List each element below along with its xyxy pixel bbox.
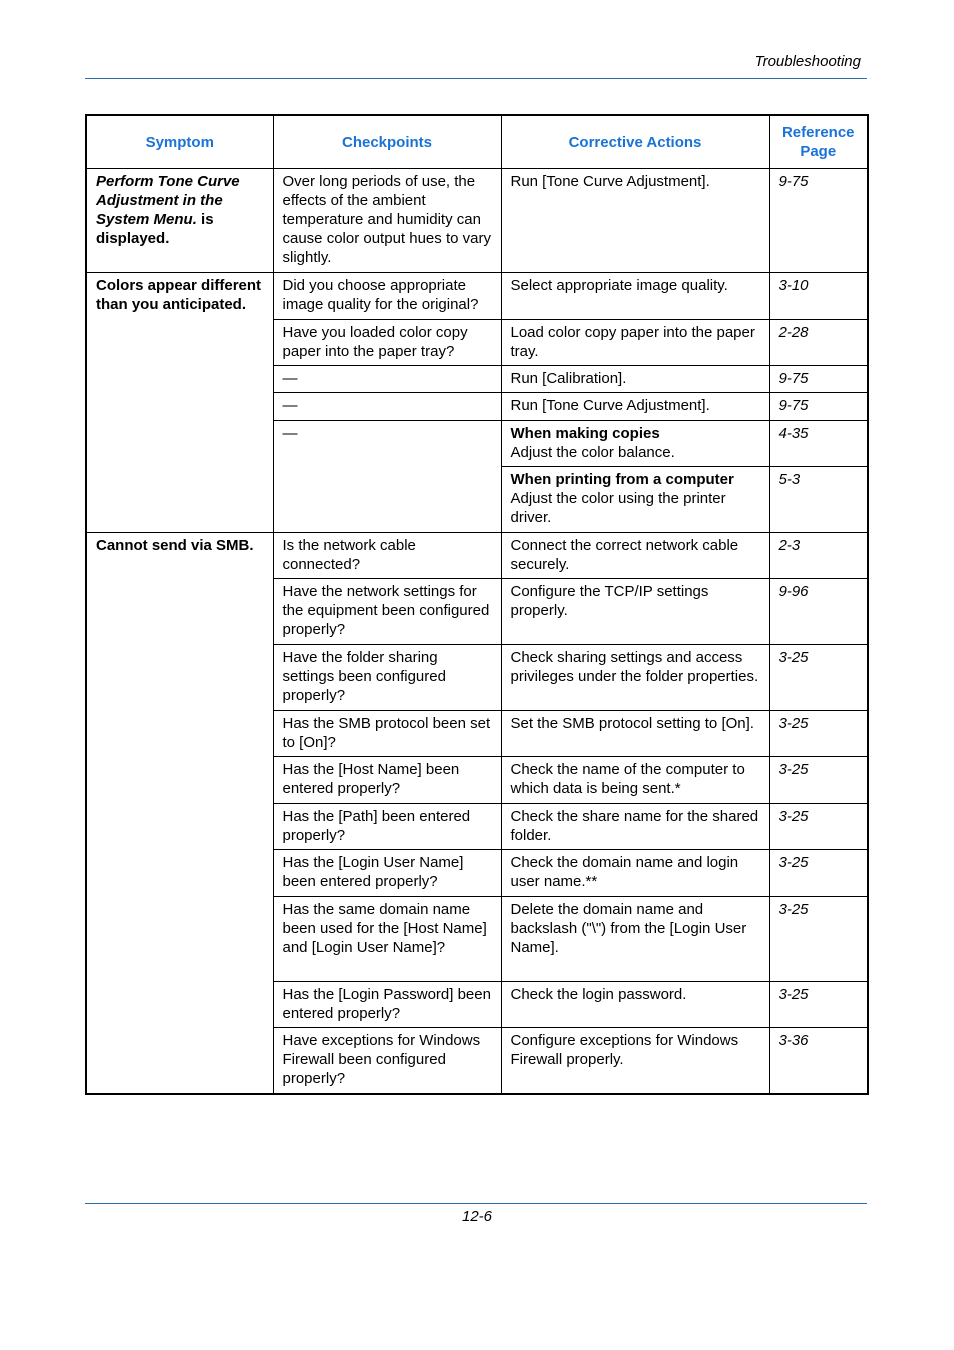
reference-cell: 3-25 — [769, 804, 868, 850]
checkpoint-cell: Have you loaded color copy paper into the paper tray? — [273, 320, 501, 366]
action-cell: Run [Tone Curve Adjustment]. — [501, 169, 769, 273]
header-checkpoints: Checkpoints — [273, 115, 501, 169]
checkpoint-cell: Has the SMB protocol been set to [On]? — [273, 711, 501, 757]
checkpoint-cell: Have the folder sharing settings been configured properly? — [273, 645, 501, 711]
checkpoint-cell: Over long periods of use, the effects of the ambient temperature and humidity can cause color output hues to vary slightly. — [273, 169, 501, 273]
checkpoint-cell: Have the network settings for the equipment been configured properly? — [273, 579, 501, 645]
checkpoint-cell: Has the [Host Name] been entered properly? — [273, 757, 501, 804]
table-row — [86, 273, 868, 320]
reference-cell: 2-28 — [769, 320, 868, 366]
reference-cell: 9-75 — [769, 169, 868, 273]
footer-rule — [85, 1203, 867, 1204]
header-symptom: Symptom — [86, 115, 273, 169]
action-cell: Run [Calibration]. — [501, 366, 769, 393]
reference-cell: 3-25 — [769, 645, 868, 711]
reference-cell: 3-25 — [769, 982, 868, 1028]
checkpoint-cell: Have exceptions for Windows Firewall been configured properly? — [273, 1028, 501, 1094]
reference-cell: 3-36 — [769, 1028, 868, 1094]
action-cell: Check the share name for the shared folder. — [501, 804, 769, 850]
table-header-row — [86, 115, 868, 169]
action-cell: Check the domain name and login user name.** — [501, 850, 769, 897]
reference-cell: 5-3 — [769, 467, 868, 533]
action-cell: Connect the correct network cable securely. — [501, 533, 769, 579]
action-cell: Select appropriate image quality. — [501, 273, 769, 320]
symptom-text: is displayed. — [96, 211, 214, 247]
action-cell: Delete the domain name and backslash ("\") from the [Login User Name]. — [501, 897, 769, 982]
reference-cell: 3-10 — [769, 273, 868, 320]
symptom-emphasis: Perform Tone Curve Adjustment in the System Menu. — [96, 173, 240, 228]
action-lead: When printing from a computer — [510, 471, 734, 488]
header-corrective-actions: Corrective Actions — [501, 115, 769, 169]
reference-cell: 3-25 — [769, 897, 868, 982]
action-cell — [501, 421, 769, 467]
checkpoint-cell: Has the [Path] been entered properly? — [273, 804, 501, 850]
symptom-cell: Colors appear different than you anticipated. — [86, 273, 273, 533]
table-row — [86, 533, 868, 579]
reference-cell: 9-75 — [769, 393, 868, 421]
action-cell: Check the login password. — [501, 982, 769, 1028]
action-text: Adjust the color balance. — [510, 444, 675, 461]
reference-cell: 9-96 — [769, 579, 868, 645]
header-reference-page: Reference Page — [769, 115, 868, 169]
action-cell: Configure the TCP/IP settings properly. — [501, 579, 769, 645]
action-cell — [501, 467, 769, 533]
header-rule — [85, 78, 867, 79]
symptom-cell — [86, 169, 273, 273]
reference-cell: 9-75 — [769, 366, 868, 393]
checkpoint-cell: — — [273, 421, 501, 533]
action-cell: Configure exceptions for Windows Firewall properly. — [501, 1028, 769, 1094]
checkpoint-cell: Did you choose appropriate image quality for the original? — [273, 273, 501, 320]
action-cell: Set the SMB protocol setting to [On]. — [501, 711, 769, 757]
action-lead: When making copies — [510, 425, 660, 442]
checkpoint-cell: — — [273, 393, 501, 421]
checkpoint-cell: Has the [Login Password] been entered properly? — [273, 982, 501, 1028]
page-number: 12-6 — [461, 1208, 493, 1225]
action-cell: Run [Tone Curve Adjustment]. — [501, 393, 769, 421]
troubleshooting-table — [85, 114, 869, 1095]
symptom-cell: Cannot send via SMB. — [86, 533, 273, 1094]
table-row — [86, 169, 868, 273]
action-text: Adjust the color using the printer driver. — [510, 490, 726, 526]
action-cell: Check sharing settings and access privileges under the folder properties. — [501, 645, 769, 711]
action-cell: Check the name of the computer to which data is being sent.* — [501, 757, 769, 804]
reference-cell: 3-25 — [769, 757, 868, 804]
checkpoint-cell: Is the network cable connected? — [273, 533, 501, 579]
reference-cell: 4-35 — [769, 421, 868, 467]
checkpoint-cell: Has the [Login User Name] been entered properly? — [273, 850, 501, 897]
reference-cell: 3-25 — [769, 850, 868, 897]
action-cell: Load color copy paper into the paper tray. — [501, 320, 769, 366]
checkpoint-cell: — — [273, 366, 501, 393]
reference-cell: 2-3 — [769, 533, 868, 579]
section-title: Troubleshooting — [754, 53, 861, 70]
reference-cell: 3-25 — [769, 711, 868, 757]
checkpoint-cell: Has the same domain name been used for the [Host Name] and [Login User Name]? — [273, 897, 501, 982]
